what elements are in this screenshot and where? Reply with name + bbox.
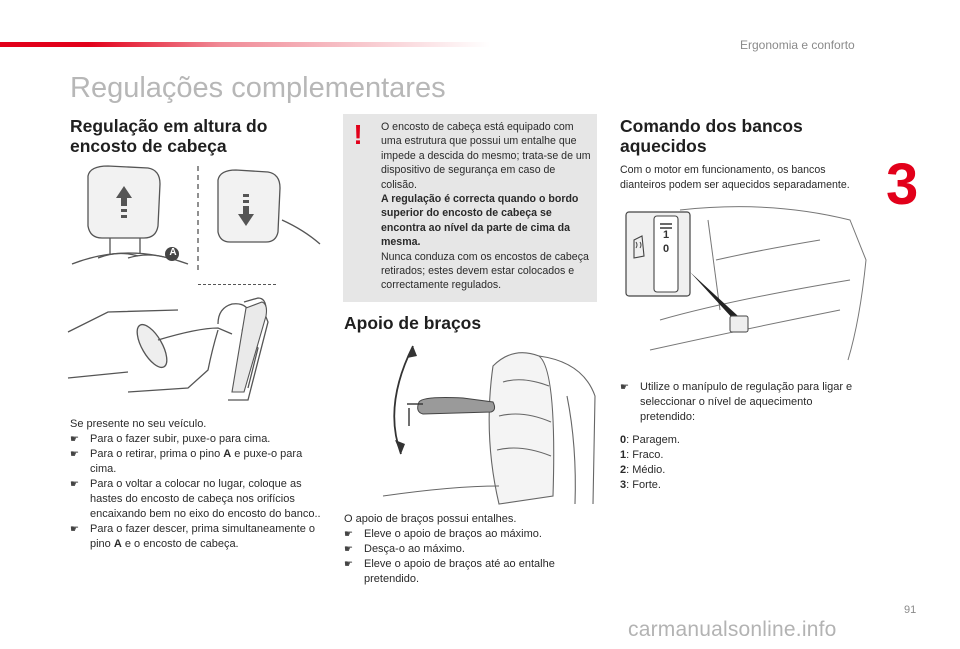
warning-text-main: O encosto de cabeça está equipado com uma estrutura que possui um entalhe que impede a descida do mesmo; trata-se de um dispositivo de segurança em caso de colisão. <box>381 121 591 191</box>
section-header: Ergonomia e conforto <box>740 38 855 52</box>
watermark: carmanualsonline.info <box>628 618 837 641</box>
warning-text <box>381 120 593 293</box>
callout-a-label: A <box>169 247 177 258</box>
headrest-intro: Se presente no seu veículo. <box>70 418 207 430</box>
heated-bullet-list <box>620 380 860 425</box>
heated-instructions <box>620 380 860 425</box>
heating-level-row: 0: Paragem. <box>620 434 680 446</box>
heated-seat-illustration <box>620 200 870 372</box>
warning-text-bold: A regulação é correcta quando o bordo superior do encosto de cabeça se encontra ao nível da parte de cima da mesma. <box>381 193 579 249</box>
headrest-bullet: ☛ Para o fazer subir, puxe-o para cima. <box>70 432 326 447</box>
warning-icon: ! <box>353 119 363 150</box>
headrest-bullet: ☛ Para o fazer descer, prima simultaneamente o pino A e o encosto de cabeça. <box>70 522 326 552</box>
heated-bullet: ☛ Utilize o manípulo de regulação para ligar e seleccionar o nível de aquecimento pretendido: <box>620 380 860 425</box>
heated-seats-intro: Com o motor em funcionamento, os bancos dianteiros podem ser aquecidos separadamente. <box>620 164 850 191</box>
page-title: Regulações complementares <box>70 72 446 104</box>
headrest-heading <box>70 116 267 156</box>
headrest-instructions <box>70 417 326 552</box>
armrest-bullet: ☛ Desça-o ao máximo. <box>344 542 598 557</box>
headrest-heading-line1: Regulação em altura do <box>70 116 268 136</box>
dial-label-1: 1 <box>662 229 670 241</box>
header-accent-bar <box>0 42 490 47</box>
headrest-bullet-list <box>70 432 326 552</box>
heating-level-row: 1: Fraco. <box>620 449 664 461</box>
driver-position-illustration <box>68 288 328 400</box>
headrest-bullet: ☛ Para o retirar, prima o pino A e puxe-o para cima. <box>70 447 326 477</box>
heating-levels <box>620 433 820 493</box>
headrest-bullet: ☛ Para o voltar a colocar no lugar, coloque as hastes do encosto de cabeça nos orifícios encaixando bem no eixo do encosto do banco.. <box>70 477 326 522</box>
heated-heading-line2: aquecidos <box>620 136 707 156</box>
page-number: 91 <box>904 604 917 616</box>
armrest-illustration <box>343 336 599 506</box>
armrest-bullet: ☛ Eleve o apoio de braços até ao entalhe pretendido. <box>344 557 598 587</box>
headrest-illustration <box>68 160 328 280</box>
dial-label-0: 0 <box>662 243 670 255</box>
heated-seats-heading <box>620 116 803 156</box>
heating-level-row: 3: Forte. <box>620 479 661 491</box>
armrest-bullet-list <box>344 527 598 587</box>
heating-level-row: 2: Médio. <box>620 464 666 476</box>
dashed-divider <box>198 284 276 285</box>
armrest-intro: O apoio de braços possui entalhes. <box>344 513 517 525</box>
armrest-instructions <box>344 512 598 587</box>
headrest-heading-line2: encosto de cabeça <box>70 136 227 156</box>
heated-heading-line1: Comando dos bancos <box>620 116 803 136</box>
armrest-bullet: ☛ Eleve o apoio de braços ao máximo. <box>344 527 598 542</box>
chapter-number: 3 <box>886 152 919 217</box>
armrest-heading: Apoio de braços <box>344 313 482 333</box>
warning-text-end: Nunca conduza com os encostos de cabeça retirados; estes devem estar colocados e correctamente regulados. <box>381 250 589 292</box>
